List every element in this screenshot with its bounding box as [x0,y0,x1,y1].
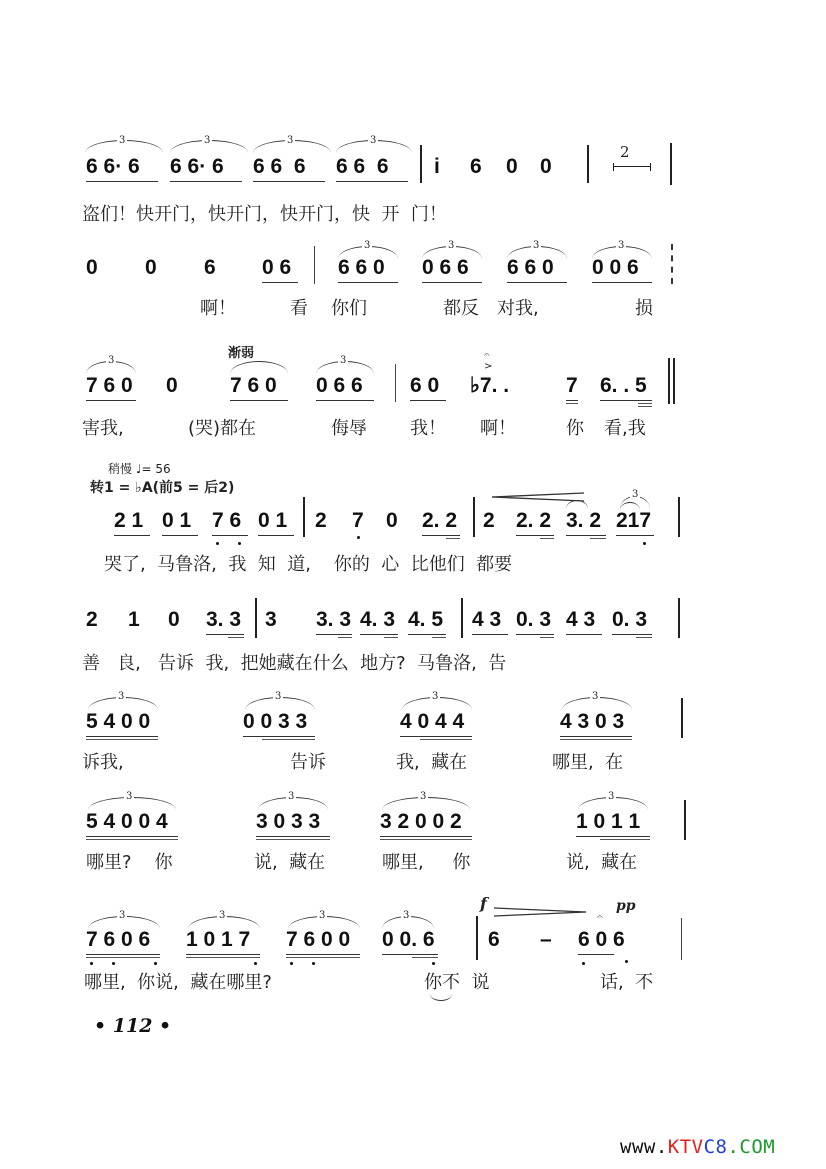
underline [86,957,160,958]
underline [212,535,248,536]
triplet-mark: 3 [287,135,294,146]
watermark-com: .COM [727,1136,776,1158]
note-group: 0 1 [258,509,288,532]
note-group: 217 [616,509,652,532]
note-group: 6 6 6 [336,155,389,178]
underline [228,637,244,638]
multi-measure-rest-icon [613,163,651,171]
note-group: 0. 3 [516,608,552,631]
barline [255,598,257,638]
triplet-mark: 3 [448,240,455,251]
double-barline [668,358,670,404]
triplet-mark: 3 [288,791,295,802]
barline [303,497,305,537]
key-change: 转1 = ♭A(前5 = 后2) [90,480,235,496]
triplet-mark: 3 [118,691,125,702]
lyric: 看,我 [604,418,646,439]
note-group: 6 6 0 [507,256,554,279]
note: 0 [386,509,398,532]
note: 0 [166,374,178,397]
note-group: 4 3 [472,608,502,631]
lyric: 害我, [82,418,124,439]
barline [678,598,680,638]
underline [384,637,398,638]
note-extension-dash: – [540,928,552,951]
barline [395,364,396,402]
lyric: 你不 说 [424,972,490,993]
underline [170,181,242,182]
crescendo-hairpin [492,487,584,497]
dynamic-pianissimo: pp [616,898,636,914]
lyrics-line: 善 良, 告诉 我, 把她藏在什么 地方? 马鲁洛, 告 [82,653,507,674]
underline [380,839,472,840]
note-group: 0 0. 6 [382,928,435,951]
barline [587,145,589,183]
note: 6 [204,256,216,279]
underline [253,181,325,182]
triplet-mark: 3 [432,691,439,702]
lyric: 诉我, [82,752,124,773]
underline [382,954,438,955]
lyric: 啊！ [480,418,516,439]
underline [507,282,567,283]
underline [316,634,352,635]
note-group: 0 1 [162,509,192,532]
underline [576,836,650,837]
fermata-icon: 𝄐 [597,912,603,923]
triplet-mark: 3 [592,691,599,702]
underline [186,957,260,958]
lyric: 侮辱 [331,418,367,439]
fermata-accent-icon: 𝄐 > [484,350,493,372]
underline [472,634,508,635]
underline [422,282,482,283]
note-group: 6. . 5 [600,374,647,397]
note-group: 0 0 6 [592,256,639,279]
note-group: 1 0 1 1 [576,810,641,833]
note-group: 4. 5 [408,608,444,631]
underline [86,836,178,837]
note: 0 [145,256,157,279]
lyric: 损 [635,298,653,319]
underline [636,637,652,638]
note-group: 7 6 0 [230,374,277,397]
underline [86,736,158,737]
note-group: 4 3 [566,608,596,631]
lyric: 哪里, 你说, 藏在哪里? [84,972,272,993]
underline [566,400,578,401]
note-group: 6 6 6 [253,155,306,178]
expression-diminuendo: 渐弱 [228,346,255,361]
triplet-mark: 3 [219,910,226,921]
underline [408,634,446,635]
underline [560,736,632,737]
underline [432,637,446,638]
note: 0 [168,608,180,631]
note-group: 7 6 [212,509,242,532]
triplet-mark: 3 [370,135,377,146]
lyric: 哪里, 你 [382,852,471,873]
note: i [434,155,440,178]
lyric: 我！ [410,418,446,439]
note: 3 [265,608,277,631]
lyric: 告诉 [290,752,326,773]
lyric: 哪里? 你 [86,852,173,873]
low-octave-dot [290,962,293,965]
underline [516,535,554,536]
underline [560,739,632,740]
note: 2 [86,608,98,631]
note: 0 [86,256,98,279]
lyric: 话, 不 [600,972,654,993]
underline [86,181,158,182]
triplet-mark: 3 [403,910,410,921]
barline [420,145,422,183]
note-group: 3. 3 [206,608,242,631]
underline [258,535,294,536]
note-group: 0 6 [262,256,292,279]
note-group: 6 0 6 [578,928,625,951]
note-group: 4 3 0 3 [560,710,625,733]
underline [380,836,472,837]
underline [86,400,136,401]
note: 7 [566,374,578,397]
underline [114,535,150,536]
barline [681,698,683,738]
underline [540,637,554,638]
note-group: 6 6· 6 [86,155,140,178]
barline [670,143,672,185]
note-group: 5 4 0 0 [86,710,151,733]
lyric: 说, 藏在 [566,852,638,873]
note-group: 7 6 0 6 [86,928,151,951]
underline [446,538,460,539]
note: 6 [488,928,500,951]
underline [400,736,472,737]
lyric: 说, 藏在 [254,852,326,873]
low-octave-dot [432,962,435,965]
triplet-mark: 3 [340,355,347,366]
note-group: 2 1 [114,509,144,532]
lyric: (哭)都在 [188,418,257,439]
barline [681,918,682,960]
barline [684,800,686,840]
dynamic-forte: f [480,894,487,913]
underline [592,282,652,283]
note-group: 4 0 4 4 [400,710,465,733]
watermark-prefix: www. [620,1136,668,1158]
note-group: 0 6 6 [422,256,469,279]
lyric: 哪里, 在 [552,752,624,773]
note-group: 0 0 3 3 [243,710,308,733]
tempo-marking: 稍慢 ♩= 56 [108,462,171,476]
underline [86,954,160,955]
lyric: 对我, [497,298,539,319]
note-group: 3 0 3 3 [256,810,321,833]
note-flat: ♭7. . [470,374,510,397]
watermark-c8: C8 [703,1136,728,1158]
lyric: 我, 藏在 [396,752,468,773]
underline [230,400,288,401]
underline [256,836,330,837]
elision-slur [430,994,452,1001]
lyrics-line: 盗们！快开门，快开门，快开门，快 开 门！ [82,204,447,225]
multi-measure-rest-count: 2 [620,143,630,161]
low-octave-dot [357,536,360,539]
triplet-mark: 3 [119,910,126,921]
note: 7 [352,509,364,532]
lyric: 你 [566,418,584,439]
triplet-mark: 3 [420,791,427,802]
underline [286,957,360,958]
underline [316,400,374,401]
underline [336,181,408,182]
underline [578,954,614,955]
underline [638,403,652,404]
double-barline [673,358,675,404]
note: 0 [540,155,552,178]
underline [360,634,398,635]
triplet-mark: 3 [119,135,126,146]
note-group: 6 6· 6 [170,155,224,178]
watermark [620,1136,775,1158]
underline [86,739,158,740]
underline [186,954,260,955]
low-octave-dot [112,962,115,965]
note-group: 4. 3 [360,608,396,631]
low-octave-dot [625,960,628,963]
underline [612,634,652,635]
underline [243,736,315,737]
diminuendo-hairpin [494,902,586,912]
note-group: 0 6 6 [316,374,363,397]
note: 2 [315,509,327,532]
barline [476,916,478,960]
page-number: • 112 • [94,1015,172,1037]
triplet-mark: 3 [108,355,115,366]
underline [262,739,315,740]
barline [461,598,463,638]
note-group: 7 6 0 [86,374,133,397]
lyric: 你们 [331,298,367,319]
underline [540,538,554,539]
underline [162,535,198,536]
low-octave-dot [216,542,219,545]
underline [590,538,606,539]
lyrics-line: 哭了, 马鲁洛, 我 知 道, 你的 心 比他们 都要 [104,554,513,575]
low-octave-dot [90,962,93,965]
underline [616,535,654,536]
underline [86,839,178,840]
underline [206,634,244,635]
note-group: 3 2 0 0 2 [380,810,462,833]
underline [566,403,578,404]
triplet-mark: 3 [204,135,211,146]
barline [678,497,680,537]
lyric: 啊！ [200,298,236,319]
underline [262,282,298,283]
note: 0 [506,155,518,178]
underline [516,634,554,635]
note-group: 7 6 0 0 [286,928,351,951]
slur-arc [230,361,288,374]
note-group: 3. 3 [316,608,352,631]
note-group: 6 6 0 [338,256,385,279]
note-group: 5 4 0 0 4 [86,810,168,833]
low-octave-dot [643,542,646,545]
low-octave-dot [254,962,257,965]
barline [314,246,315,284]
low-octave-dot [238,542,241,545]
triplet-mark: 3 [126,791,133,802]
note: 1 [128,608,140,631]
note: 6 [470,155,482,178]
note-group: 3. 2 [566,509,602,532]
slur-arc [566,500,588,509]
underline [420,739,472,740]
underline [422,535,460,536]
note-group: 6 0 [410,374,440,397]
triplet-mark: 3 [618,240,625,251]
lyric: 看 [290,298,308,319]
underline [338,637,352,638]
watermark-ktv: KTV [667,1136,704,1158]
repeat-barline-dashed [671,244,673,284]
barline [473,497,475,537]
underline [566,634,602,635]
lyric: 都反 [443,298,479,319]
low-octave-dot [312,962,315,965]
note-group: 0. 3 [612,608,648,631]
note-group: 2. 2 [516,509,552,532]
triplet-mark: 3 [364,240,371,251]
triplet-mark: 3 [632,489,639,500]
note: 2 [483,509,495,532]
underline [638,406,652,407]
note-group: 2. 2 [422,509,458,532]
triplet-mark: 3 [533,240,540,251]
low-octave-dot [154,962,157,965]
low-octave-dot [582,962,585,965]
underline [412,957,438,958]
triplet-mark: 3 [608,791,615,802]
underline [600,839,650,840]
underline [256,839,330,840]
triplet-mark: 3 [275,691,282,702]
note-group: 1 0 1 7 [186,928,251,951]
underline [286,954,360,955]
underline [600,400,652,401]
underline [566,535,606,536]
underline [410,400,446,401]
underline [338,282,398,283]
triplet-mark: 3 [319,910,326,921]
